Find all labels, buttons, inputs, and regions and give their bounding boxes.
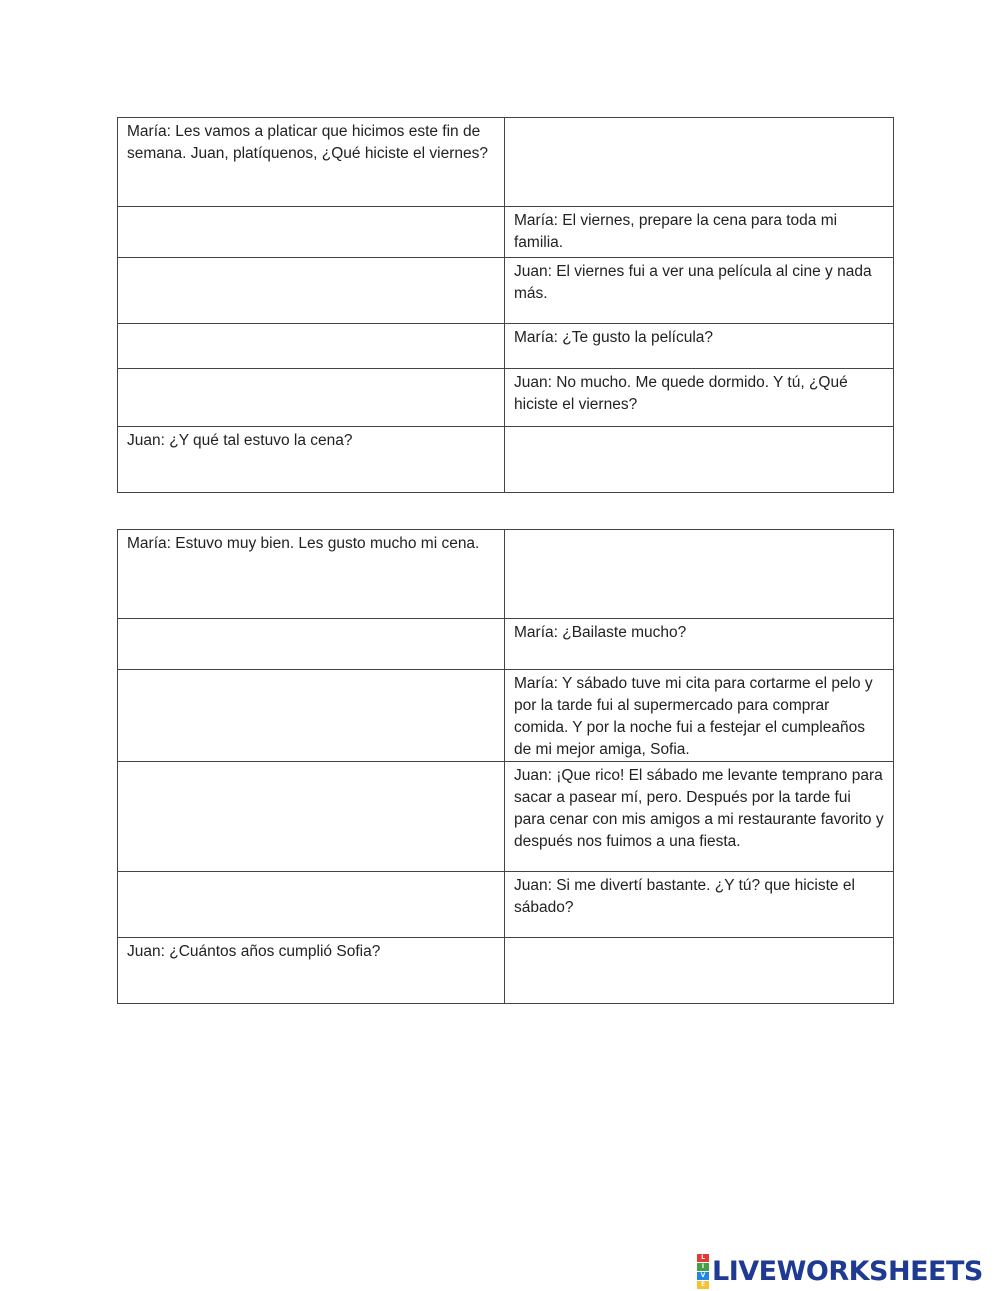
dialogue-cell [118,619,505,670]
dialogue-cell [505,427,894,493]
table-row [118,530,894,619]
logo-icon [697,1254,709,1289]
dialogue-cell: Juan: Si me divertí bastante. ¿Y tú? que hiciste el sábado? [505,872,894,938]
table-row [118,427,894,493]
dialogue-cell: Juan: No mucho. Me quede dormido. Y tú, ¿Qué hiciste el viernes? [505,369,894,427]
dialogue-cell: Juan: El viernes fui a ver una película al cine y nada más. [505,258,894,324]
dialogue-cell: María: ¿Te gusto la película? [505,324,894,369]
dialogue-cell [505,530,894,619]
dialogue-cell [505,118,894,207]
dialogue-cell [118,207,505,258]
logo-block-v: V [697,1272,709,1280]
logo-block-e: E [697,1281,709,1289]
table-row [118,369,894,427]
dialogue-cell [118,369,505,427]
table-row [118,619,894,670]
dialogue-cell [118,872,505,938]
table-row [118,938,894,1004]
table-row [118,118,894,207]
liveworksheets-logo [697,1255,997,1287]
logo-block-i: I [697,1263,709,1271]
dialogue-cell [505,938,894,1004]
dialogue-cell: Juan: ¡Que rico! El sábado me levante temprano para sacar a pasear mí, pero. Después por la tarde fui para cenar con mis amigos a mi restaurante favorito y después nos fuimos a una fiesta. [505,762,894,872]
table-row [118,872,894,938]
dialogue-cell: Juan: ¿Y qué tal estuvo la cena? [118,427,505,493]
dialogue-table-2 [117,529,894,1004]
table-row [118,207,894,258]
table-row [118,258,894,324]
dialogue-cell [118,762,505,872]
dialogue-cell: María: El viernes, prepare la cena para toda mi familia. [505,207,894,258]
table-row [118,670,894,762]
brand-name: LIVEWORKSHEETS [712,1255,983,1287]
dialogue-cell: María: Y sábado tuve mi cita para cortarme el pelo y por la tarde fui al supermercado para comprar comida. Y por la noche fui a festejar el cumpleaños de mi mejor amiga, Sofia. [505,670,894,762]
dialogue-cell: María: Les vamos a platicar que hicimos este fin de semana. Juan, platíquenos, ¿Qué hiciste el viernes? [118,118,505,207]
dialogue-cell: Juan: ¿Cuántos años cumplió Sofia? [118,938,505,1004]
dialogue-cell: María: ¿Bailaste mucho? [505,619,894,670]
table-row [118,324,894,369]
dialogue-cell [118,258,505,324]
dialogue-cell [118,324,505,369]
dialogue-cell [118,670,505,762]
logo-block-l: L [697,1254,709,1262]
table-row [118,762,894,872]
dialogue-cell: María: Estuvo muy bien. Les gusto mucho mi cena. [118,530,505,619]
dialogue-table-1 [117,117,894,493]
